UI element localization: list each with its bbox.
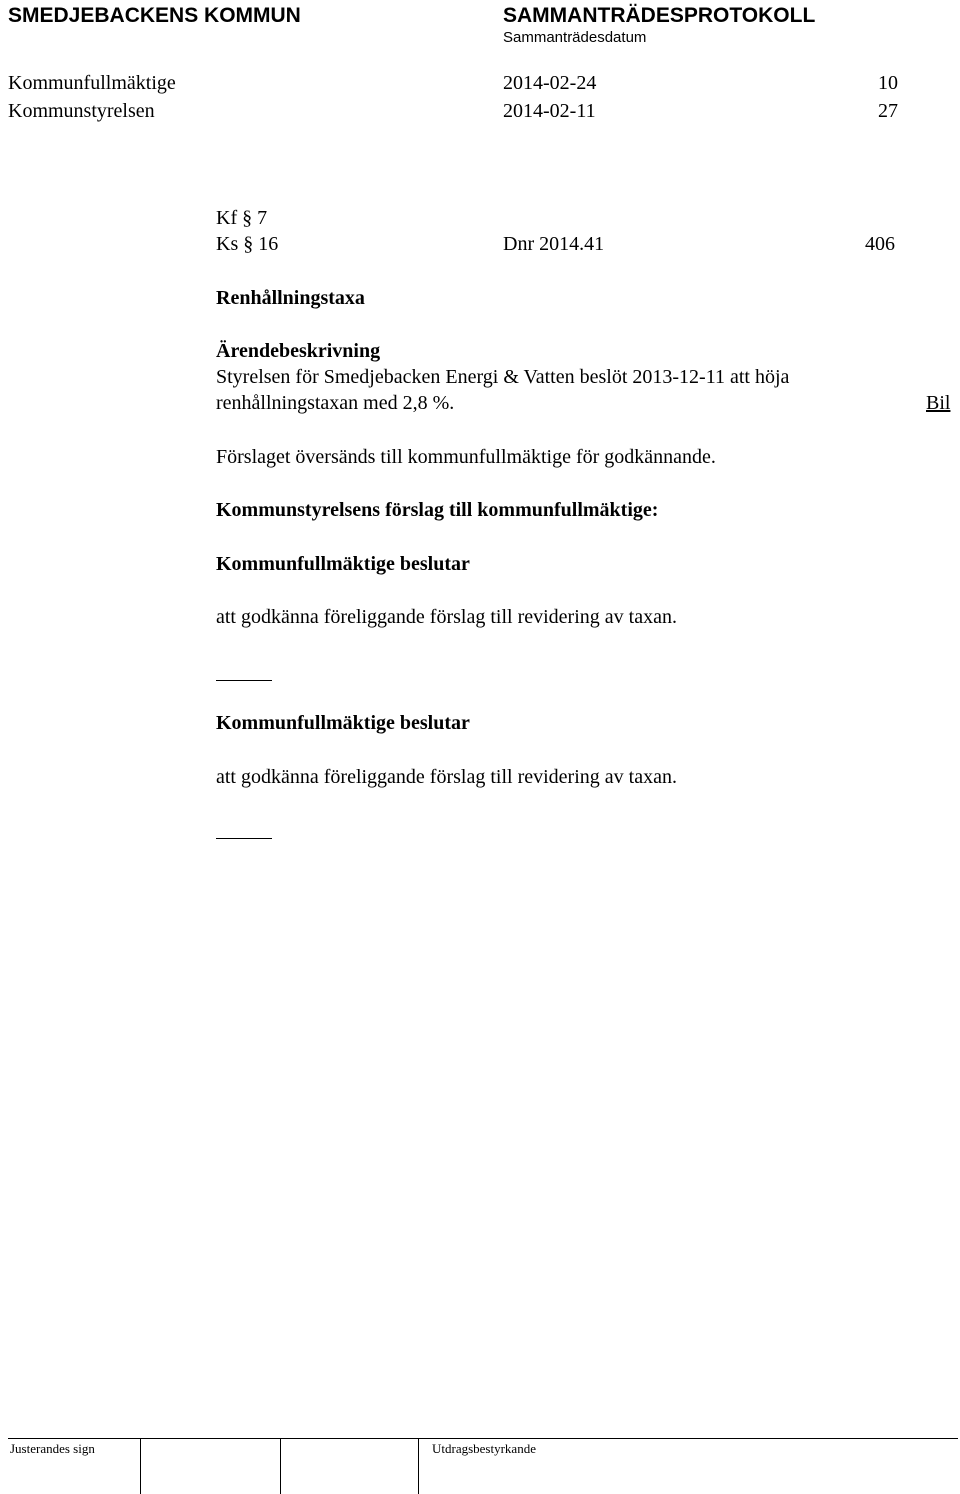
- kf-paragraph-ref: Kf § 7: [216, 207, 268, 229]
- document-type: SAMMANTRÄDESPROTOKOLL: [503, 4, 816, 27]
- decision-text: att godkänna föreliggande förslag till revidering av taxan.: [216, 766, 677, 788]
- forwarding-text: Förslaget översänds till kommunfullmäktige för godkännande.: [216, 446, 716, 468]
- description-text-line: renhållningstaxan med 2,8 %.: [216, 392, 455, 414]
- description-text-line: Styrelsen för Smedjebacken Energi & Vatten beslöt 2013-12-11 att höja: [216, 366, 790, 388]
- section-divider: [216, 838, 272, 839]
- decision-heading: Kommunfullmäktige beslutar: [216, 712, 470, 734]
- organization-name: SMEDJEBACKENS KOMMUN: [8, 4, 301, 27]
- meeting-date: 2014-02-11: [503, 100, 596, 122]
- page-number: 10: [878, 72, 898, 94]
- decision-text: att godkänna föreliggande förslag till revidering av taxan.: [216, 606, 677, 628]
- meeting-body: Kommunfullmäktige: [8, 72, 176, 94]
- decision-heading: Kommunfullmäktige beslutar: [216, 553, 470, 575]
- meeting-date-label: Sammanträdesdatum: [503, 29, 647, 46]
- meeting-date: 2014-02-24: [503, 72, 597, 94]
- matter-title: Renhållningstaxa: [216, 287, 365, 309]
- attachment-link[interactable]: Bil: [926, 392, 951, 414]
- signature-box-divider: [280, 1438, 281, 1494]
- diary-code: 406: [865, 233, 895, 255]
- certified-label: Utdragsbestyrkande: [432, 1441, 536, 1456]
- page-number: 27: [878, 100, 898, 122]
- ks-proposal-heading: Kommunstyrelsens förslag till kommunfullmäktige:: [216, 499, 659, 521]
- meeting-body: Kommunstyrelsen: [8, 100, 155, 122]
- diary-number: Dnr 2014.41: [503, 233, 605, 255]
- description-heading: Ärendebeskrivning: [216, 340, 381, 362]
- section-divider: [216, 680, 272, 681]
- footer-rule: [8, 1438, 958, 1439]
- signature-label: Justerandes sign: [10, 1441, 95, 1456]
- signature-box-divider: [140, 1438, 141, 1494]
- ks-paragraph-ref: Ks § 16: [216, 233, 279, 255]
- signature-box-divider: [418, 1438, 419, 1494]
